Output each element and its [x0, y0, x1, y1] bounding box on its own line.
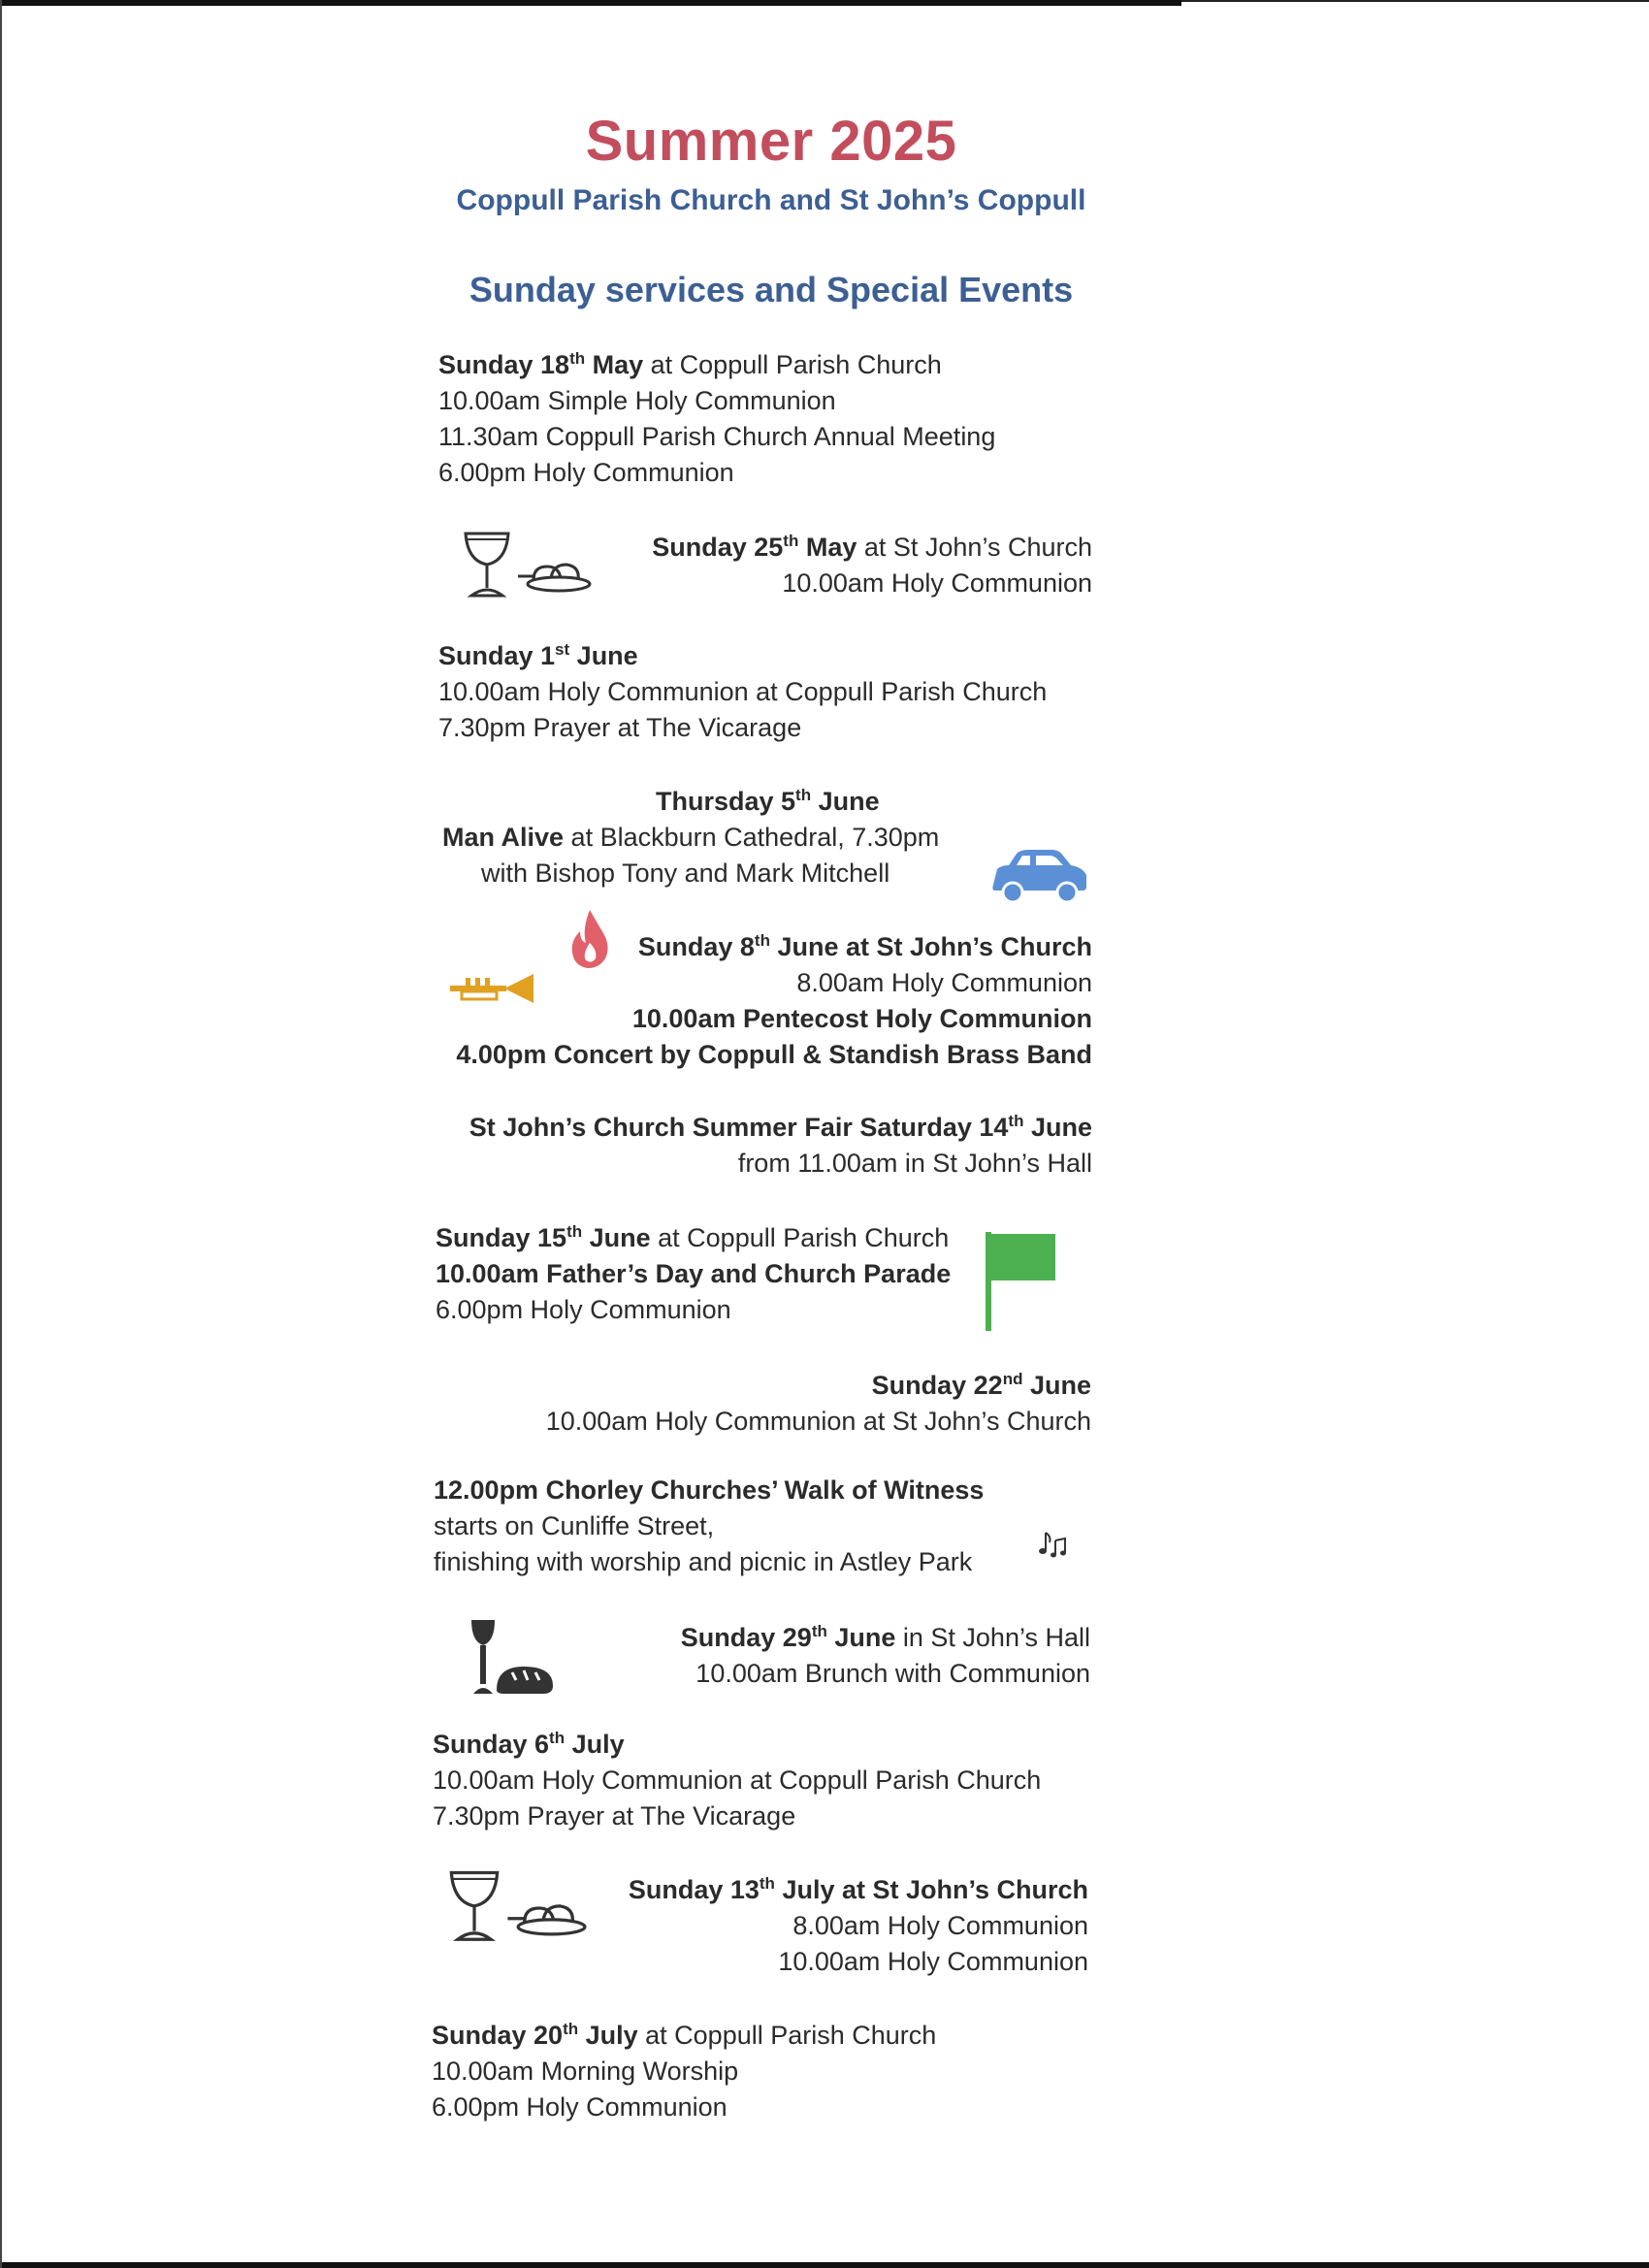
- event-day: Sunday 29: [680, 1623, 812, 1652]
- event-heading: [469, 1110, 1092, 1146]
- event-month: July: [565, 1730, 625, 1759]
- event-line: 10.00am Morning Worship: [432, 2057, 739, 2086]
- event-day: Sunday 25: [652, 533, 784, 562]
- event-line: 8.00am Holy Communion: [792, 1911, 1088, 1940]
- event-line: from 11.00am in St John’s Hall: [737, 1149, 1092, 1178]
- event-sunday-8-june: [456, 929, 1092, 1073]
- event-location: at Coppull Parish Church: [643, 350, 942, 379]
- event-sunday-1-june: [438, 638, 1047, 746]
- event-month: July at St John’s Church: [774, 1875, 1088, 1904]
- event-line: 10.00am Father’s Day and Church Parade: [436, 1259, 952, 1288]
- scan-edge-top-right: [1181, 0, 1649, 2]
- event-day: Sunday 6: [433, 1730, 550, 1759]
- event-heading: [433, 1727, 1041, 1763]
- event-line: 7.30pm Prayer at The Vicarage: [433, 1801, 796, 1831]
- section-heading: Sunday services and Special Events: [469, 270, 1074, 309]
- event-month: May: [798, 533, 857, 562]
- date-suffix: th: [811, 1622, 827, 1640]
- scan-edge-top: [0, 0, 1181, 6]
- event-day: Sunday 8: [637, 932, 755, 961]
- event-line: 10.00am Holy Communion: [782, 568, 1092, 598]
- event-line: 10.00am Simple Holy Communion: [438, 386, 836, 415]
- event-line: [442, 820, 939, 856]
- event-heading: [438, 638, 1047, 674]
- event-heading: [629, 1872, 1088, 1908]
- event-location: at Coppull Parish Church: [637, 2021, 937, 2050]
- event-heading: [438, 347, 995, 383]
- event-heading: [456, 929, 1092, 965]
- event-heading: [436, 1220, 951, 1256]
- event-line: finishing with worship and picnic in Astley Park: [434, 1547, 973, 1576]
- event-month: June at St John’s Church: [769, 932, 1092, 961]
- event-month: May: [585, 350, 644, 379]
- event-month: June: [582, 1223, 651, 1252]
- event-summer-fair: [469, 1110, 1092, 1182]
- event-day: Thursday 5: [656, 787, 796, 816]
- event-location: at Coppull Parish Church: [650, 1223, 950, 1252]
- event-line: 6.00pm Holy Communion: [436, 1295, 731, 1324]
- chalice-bread-dark-icon: [469, 1616, 557, 1700]
- event-location: at St John’s Church: [857, 533, 1092, 562]
- event-sunday-25-may: [652, 530, 1092, 601]
- event-sunday-20-july: [432, 2018, 936, 2125]
- event-line: 10.00am Holy Communion: [778, 1947, 1088, 1976]
- event-walk-of-witness: [434, 1473, 984, 1580]
- event-sunday-15-june: [436, 1220, 951, 1328]
- event-line: 11.30am Coppull Parish Church Annual Meeting: [438, 422, 996, 451]
- event-line: 6.00pm Holy Communion: [432, 2092, 728, 2122]
- event-title: St John’s Church Summer Fair Saturday 14: [469, 1113, 1009, 1142]
- event-month: June: [826, 1623, 896, 1652]
- event-day: Sunday 18: [438, 350, 570, 379]
- event-sunday-29-june: [681, 1620, 1090, 1692]
- event-day: Sunday 22: [871, 1371, 1003, 1400]
- event-heading: [442, 784, 939, 820]
- event-line: 10.00am Holy Communion at St John’s Church: [545, 1407, 1091, 1436]
- event-line: 8.00am Holy Communion: [796, 968, 1092, 997]
- event-month: June: [1022, 1371, 1091, 1400]
- event-heading: [681, 1620, 1090, 1656]
- car-icon: [987, 848, 1090, 904]
- event-heading: [546, 1368, 1091, 1404]
- event-line: starts on Cunliffe Street,: [434, 1511, 715, 1540]
- event-name: Man Alive: [442, 823, 565, 852]
- chalice-bread-icon: [458, 528, 594, 605]
- event-sunday-18-may: [438, 347, 995, 491]
- event-heading: 12.00pm Chorley Churches’ Walk of Witness: [434, 1475, 985, 1505]
- scan-edge-bottom: [0, 2262, 1649, 2268]
- date-suffix: th: [759, 1874, 775, 1893]
- event-detail: at Blackburn Cathedral, 7.30pm: [564, 823, 940, 852]
- date-suffix: nd: [1002, 1370, 1023, 1388]
- date-suffix: th: [549, 1729, 566, 1747]
- event-day: Sunday 20: [432, 2021, 564, 2050]
- event-heading: [432, 2018, 936, 2054]
- event-line: 10.00am Holy Communion at Coppull Parish Church: [433, 1766, 1042, 1795]
- event-month: July: [578, 2021, 638, 2050]
- event-day: Sunday 15: [436, 1223, 567, 1252]
- event-line: 7.30pm Prayer at The Vicarage: [438, 713, 802, 742]
- event-thursday-5-june: [442, 784, 939, 891]
- date-suffix: th: [569, 349, 586, 368]
- event-line: 4.00pm Concert by Coppull & Standish Brass Band: [456, 1040, 1092, 1069]
- flag-icon: [982, 1230, 1059, 1333]
- event-heading: [652, 530, 1092, 566]
- chalice-bread-icon: [440, 1866, 592, 1950]
- date-suffix: st: [555, 640, 570, 659]
- page-title: Summer 2025: [585, 110, 957, 173]
- event-month: June: [811, 787, 880, 816]
- event-sunday-6-july: [433, 1727, 1041, 1834]
- date-suffix: th: [1008, 1112, 1024, 1130]
- date-suffix: th: [795, 786, 812, 804]
- date-suffix: th: [566, 1222, 583, 1241]
- event-day: Sunday 1: [438, 641, 556, 670]
- event-line: 10.00am Holy Communion at Coppull Parish Church: [438, 677, 1048, 706]
- event-month: June: [1023, 1113, 1092, 1142]
- event-location: in St John’s Hall: [895, 1623, 1090, 1652]
- event-line: 6.00pm Holy Communion: [438, 458, 734, 487]
- event-line: with Bishop Tony and Mark Mitchell: [481, 859, 890, 888]
- date-suffix: th: [754, 931, 770, 950]
- event-day: Sunday 13: [628, 1875, 760, 1904]
- event-sunday-22-june: [546, 1368, 1091, 1440]
- event-sunday-13-july: [629, 1872, 1088, 1980]
- page-subtitle: Coppull Parish Church and St John’s Coppull: [456, 184, 1086, 216]
- scan-edge-left: [0, 0, 2, 2268]
- date-suffix: th: [783, 532, 799, 550]
- event-line: 10.00am Brunch with Communion: [695, 1659, 1090, 1688]
- music-note-icon: [1038, 1529, 1069, 1560]
- date-suffix: th: [563, 2020, 579, 2038]
- event-line: 10.00am Pentecost Holy Communion: [631, 1004, 1092, 1033]
- event-month: June: [569, 641, 638, 670]
